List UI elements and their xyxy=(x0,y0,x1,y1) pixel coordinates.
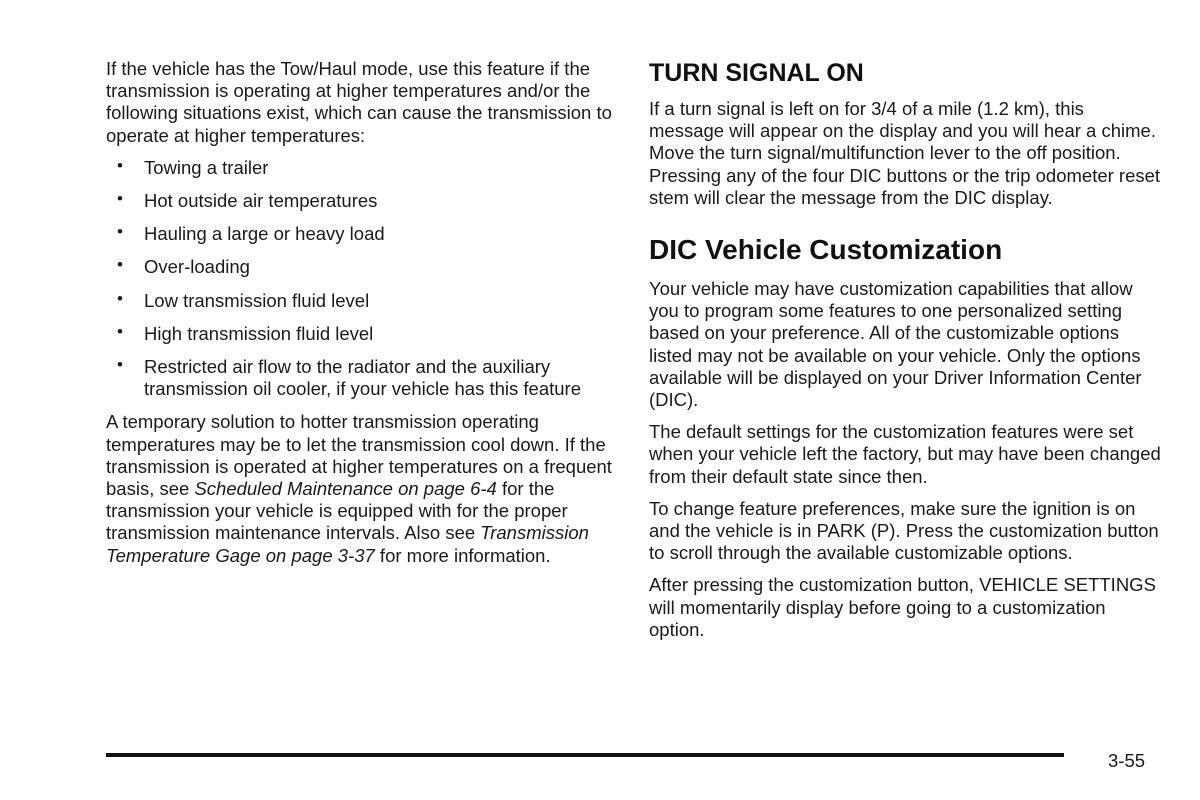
transmission-temperature-gage-reference[interactable]: Transmission Temperature Gage on page 3-37 xyxy=(106,522,589,566)
tow-haul-intro: If the vehicle has the Tow/Haul mode, use this feature if the transmission is operating at higher temperatures and/or the following situations exist, which can cause the transmission to operate at higher temperatures: xyxy=(106,58,612,146)
bullet-icon: • xyxy=(117,222,123,242)
list-item xyxy=(106,256,616,278)
bullet-icon: • xyxy=(117,321,123,341)
dic-paragraph: After pressing the customization button, VEHICLE SETTINGS will momentarily display before going to a customization option. xyxy=(649,574,1156,640)
high-temperature-conditions-list xyxy=(106,157,616,401)
list-item-text: Towing a trailer xyxy=(144,156,269,178)
dic-paragraph: The default settings for the customization features were set when your vehicle left the factory, but may have been changed from their default state since then. xyxy=(649,421,1161,487)
list-item-text: Low transmission fluid level xyxy=(144,289,370,311)
turn-signal-heading: TURN SIGNAL ON xyxy=(649,59,864,87)
left-column xyxy=(106,58,616,577)
solution-text-part2: for the transmission your vehicle is equipped with for the proper transmission maintenance intervals. Also see xyxy=(106,478,568,544)
list-item-text: Over-loading xyxy=(144,256,250,278)
bullet-icon: • xyxy=(117,155,123,175)
list-item-text: High transmission fluid level xyxy=(144,322,374,344)
list-item xyxy=(106,157,616,179)
turn-signal-paragraph: If a turn signal is left on for 3/4 of a mile (1.2 km), this message will appear on the display and you will hear a chime. Move the turn signal/multifunction lever to the off position. Pressing any of the four DIC buttons or the trip odometer reset stem will clear the message from the DIC display. xyxy=(649,98,1161,208)
list-item xyxy=(106,290,616,312)
temporary-solution-paragraph xyxy=(106,411,616,566)
list-item xyxy=(106,356,616,400)
bullet-icon: • xyxy=(117,255,123,275)
list-item xyxy=(106,190,616,212)
page-number: 3-55 xyxy=(1108,750,1146,771)
list-item xyxy=(106,323,616,345)
list-item-text: Hot outside air temperatures xyxy=(144,190,378,212)
dic-paragraph: Your vehicle may have customization capabilities that allow you to program some features to one personalized setting based on your preference. All of the customizable options listed may not be available on your vehicle. Only the options available will be displayed on your Driver Information Center (DIC). xyxy=(649,278,1142,411)
dic-customization-heading: DIC Vehicle Customization xyxy=(649,234,1003,266)
list-item xyxy=(106,223,616,245)
scheduled-maintenance-reference[interactable]: Scheduled Maintenance on page 6-4 xyxy=(194,478,497,500)
list-item-text: Restricted air flow to the radiator and the auxiliary transmission oil cooler, if your vehicle has this feature xyxy=(144,356,582,400)
solution-text-part1: A temporary solution to hotter transmission operating temperatures may be to let the transmission cool down. If the transmission is operated at higher temperatures on a frequent basis, see xyxy=(106,411,612,500)
bullet-icon: • xyxy=(117,189,123,209)
list-item-text: Hauling a large or heavy load xyxy=(144,223,385,245)
right-column xyxy=(649,58,1164,651)
solution-text-part3: for more information. xyxy=(374,544,551,566)
footer-rule xyxy=(106,753,1064,757)
dic-paragraph: To change feature preferences, make sure the ignition is on and the vehicle is in PARK (P). Press the customization button to scroll through the available customizable options. xyxy=(649,497,1159,564)
bullet-icon: • xyxy=(117,288,123,308)
bullet-icon: • xyxy=(117,355,123,375)
